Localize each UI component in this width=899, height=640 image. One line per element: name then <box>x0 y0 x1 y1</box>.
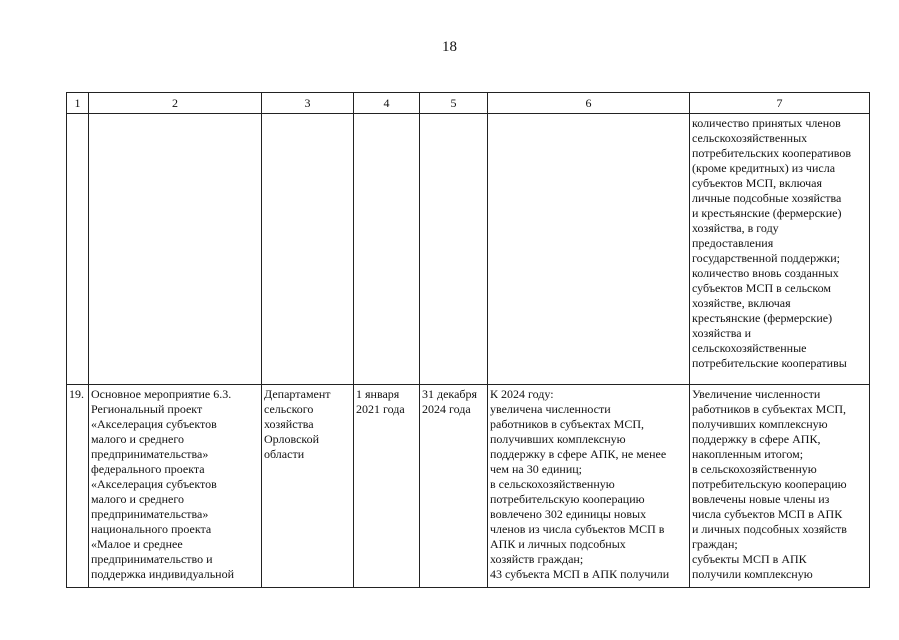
end-date-cell: 31 декабря 2024 года <box>420 385 488 588</box>
header-cell-4: 4 <box>354 93 420 114</box>
table-row-19 <box>67 385 870 588</box>
page-number: 18 <box>442 39 457 55</box>
header-cell-1: 1 <box>67 93 89 114</box>
empty-cell <box>262 114 354 385</box>
program-table <box>66 92 870 588</box>
header-cell-7: 7 <box>690 93 870 114</box>
executor-cell: Департамент сельского хозяйства Орловской области <box>262 385 354 588</box>
empty-cell <box>89 114 262 385</box>
header-cell-3: 3 <box>262 93 354 114</box>
empty-cell <box>488 114 690 385</box>
header-cell-2: 2 <box>89 93 262 114</box>
start-date-cell: 1 января 2021 года <box>354 385 420 588</box>
activity-name-cell: Основное мероприятие 6.3. Региональный проект «Акселерация субъектов малого и среднего предпринимательства» федерального проекта «Акселерация субъектов малого и среднего предпринимательства» национального проекта «Малое и среднее предпринимательство и поддержка индивидуальной <box>89 385 262 588</box>
header-row <box>67 93 870 114</box>
indicators-cell: Увеличение численности работников в субъектах МСП, получивших комплексную поддержку в сфере АПК, накопленным итогом; в сельскохозяйственную потребительскую кооперацию вовлечены новые члены из числа субъектов МСП в АПК и личных подсобных хозяйств граждан; субъекты МСП в АПК получили комплексную <box>690 385 870 588</box>
empty-cell <box>420 114 488 385</box>
empty-cell <box>67 114 89 385</box>
header-cell-6: 6 <box>488 93 690 114</box>
continuation-row <box>67 114 870 385</box>
empty-cell <box>354 114 420 385</box>
expected-result-cell: К 2024 году: увеличена численности работников в субъектах МСП, получивших комплексную поддержку в сфере АПК, не менее чем на 30 единиц; в сельскохозяйственную потребительскую кооперацию вовлечено 302 единицы новых членов из числа субъектов МСП в АПК и личных подсобных хозяйств граждан; 43 субъекта МСП в АПК получили <box>488 385 690 588</box>
indicators-continuation-cell: количество принятых членов сельскохозяйственных потребительских кооперативов (кроме кредитных) из числа субъектов МСП, включая личные подсобные хозяйства и крестьянские (фермерские) хозяйства, в году предоставления государственной поддержки; количество вновь созданных субъектов МСП в сельском хозяйстве, включая крестьянские (фермерские) хозяйства и сельскохозяйственные потребительские кооперативы <box>690 114 870 385</box>
row-number-cell: 19. <box>67 385 89 588</box>
header-cell-5: 5 <box>420 93 488 114</box>
